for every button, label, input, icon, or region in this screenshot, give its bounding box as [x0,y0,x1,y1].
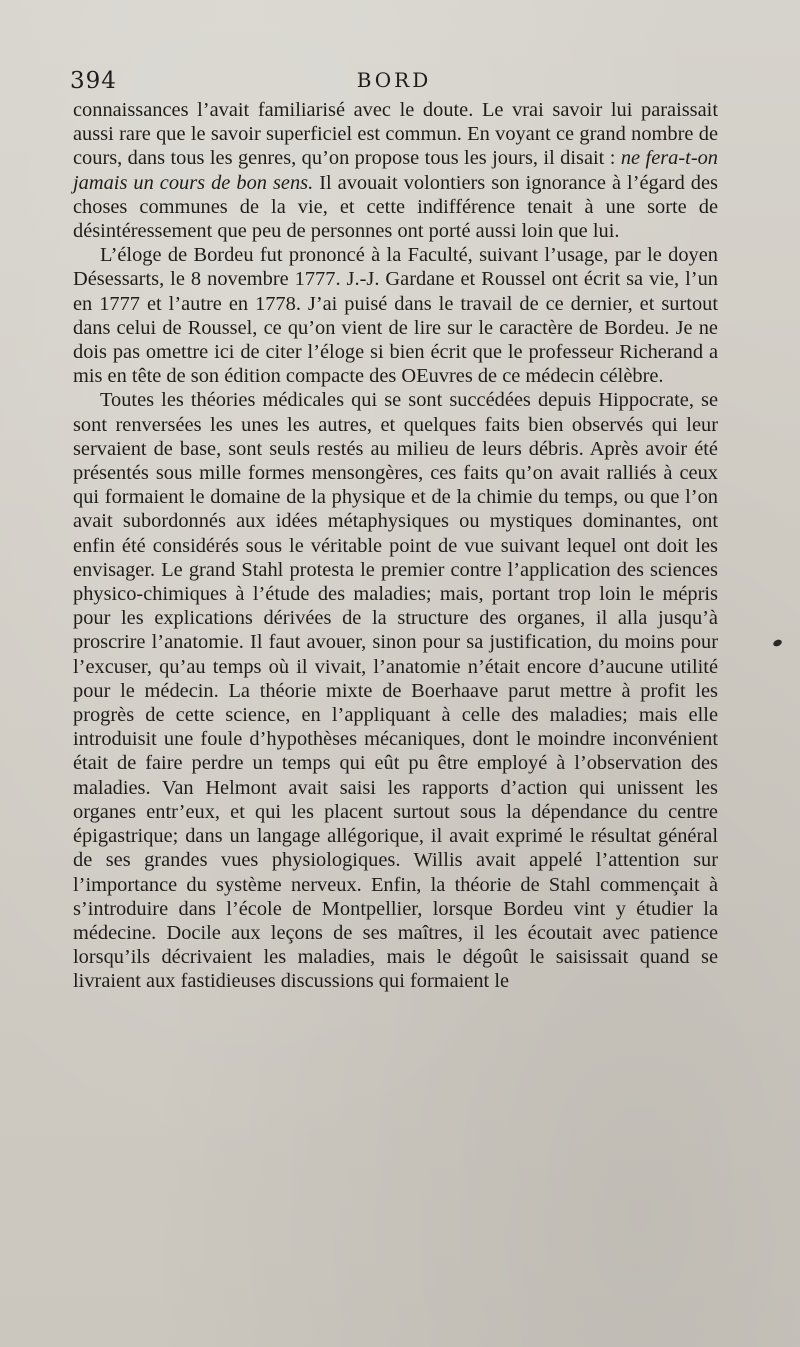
page-header [70,64,718,96]
ink-speck [772,638,783,647]
italic-quote: ne fera-t-on jamais un cours de bon sens. [73,147,719,194]
paragraph-theories: Toutes les théories médicales qui se sont succédées depuis Hippocrate, se sont renversées les unes les autres, et quelques faits bien observés qui leur servaient de base, sont seuls restés au milieu de leurs débris. Après avoir été présentés sous mille formes mensongères, ces faits qu’on avait ralliés à ceux qui formaient le domaine de la physique et de la chimie du temps, ou que l’on avait subordonnés aux idées métaphysiques ou mystiques dominantes, ont enfin été considérés sous le véritable point de vue suivant lequel ont doit les envisager. Le grand Stahl protesta le premier contre l’application des sciences physico-chimiques à l’étude des maladies; mais, portant trop loin le mépris pour les explications dérivées de la structure des organes, il alla jusqu’à proscrire l’anatomie. Il faut avouer, sinon pour sa justification, du moins pour l’excuser, qu’au temps où il vivait, l’anatomie n’était encore d’aucune utilité pour le médecin. La théorie mixte de Boerhaave parut mettre à profit les progrès de cette science, en l’appliquant à celle des maladies; mais elle introduisit une foule d’hypothèses mécaniques, dont le moindre inconvénient était de faire perdre un temps qui eût pu être employé à l’observation des maladies. Van Helmont avait saisi les rapports d’action qui unissent les organes entr’eux, et qui les placent surtout sous la dépendance du centre épigastrique; dans un langage allégorique, il avait exprimé le résultat général de ses grandes vues physiologiques. Willis avait appelé l’attention sur l’importance du système nerveux. Enfin, la théorie de Stahl commençait à s’introduire dans l’école de Montpellier, lorsque Bordeu vint y étudier la médecine. Docile aux leçons de ses maîtres, il les écoutait avec patience lorsqu’ils décrivaient les maladies, mais le dégoût le saisissait quand se livraient aux fastidieuses discussions qui formaient le [73,389,718,993]
paragraph-eloge: L’éloge de Bordeu fut prononcé à la Faculté, suivant l’usage, par le doyen Désessarts, le 8 novembre 1777. J.-J. Gardane et Roussel ont écrit sa vie, l’un en 1777 et l’autre en 1778. J’ai puisé dans le travail de ce dernier, et surtout dans celui de Roussel, ce qu’on vient de lire sur le caractère de Bordeu. Je ne dois pas omettre ici de citer l’éloge si bien écrit que le professeur Richerand a mis en tête de son édition compacte des OEuvres de ce médecin célèbre. [73,244,718,388]
page-number: 394 [70,68,117,94]
running-head: BORD [356,68,432,92]
paragraph-continuation [73,98,718,243]
paragraph-text: Il avouait volontiers son ignorance à l’égard des choses communes de la vie, et cette indifférence tenait à une sorte de désintéressement que peu de personnes ont porté aussi loin que lui. [73,171,718,243]
paragraph-text: connaissances l’avait familiarisé avec le doute. Le vrai savoir lui paraissait aussi rare que le savoir superficiel est commun. En voyant ce grand nombre de cours, dans tous les genres, qu’on propose tous les jours, il disait : [73,99,718,170]
body-text [73,98,718,994]
